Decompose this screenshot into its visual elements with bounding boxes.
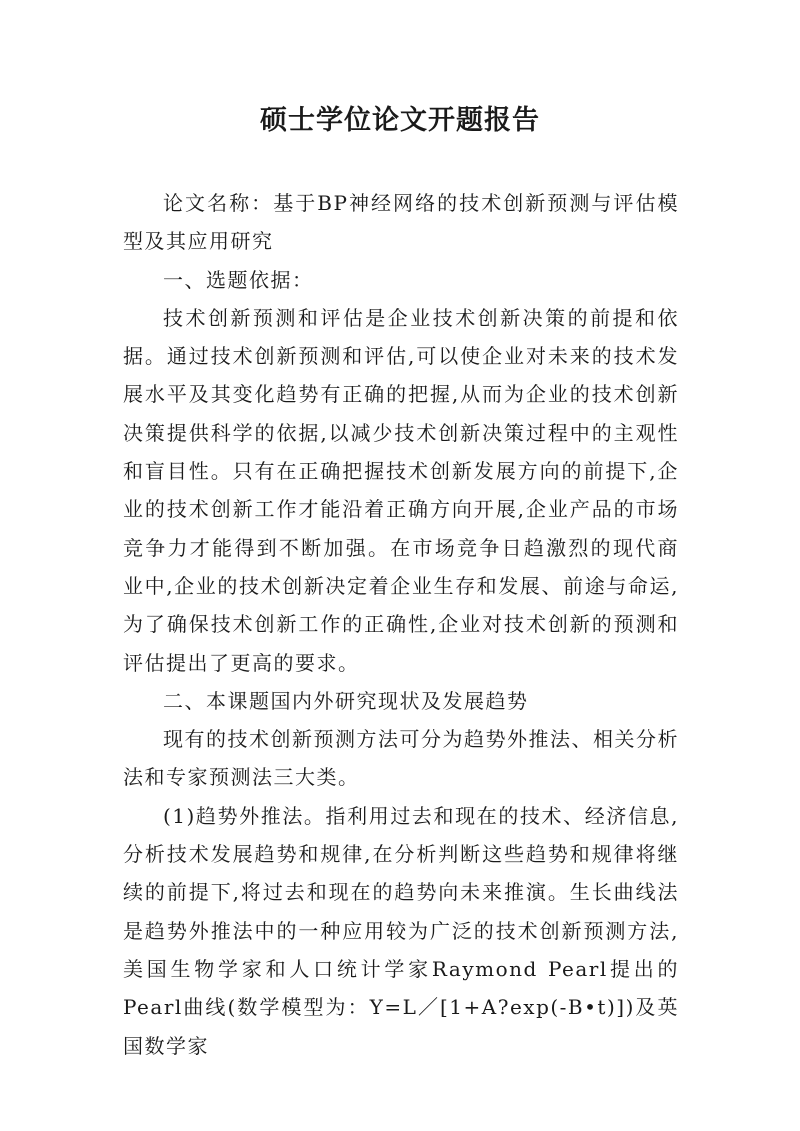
methods-overview-paragraph: 现有的技术创新预测方法可分为趋势外推法、相关分析法和专家预测法三大类。 [123, 727, 679, 790]
topic-basis-paragraph: 技术创新预测和评估是企业技术创新决策的前提和依据。通过技术创新预测和评估,可以使企业对未来的技术发展水平及其变化趋势有正确的把握,从而为企业的技术创新决策提供科学的依据,以减少技术创新决策过程中的主观性和盲目性。只有在正确把握技术创新发展方向的前提下,企业的技术创新工作才能沿着正确方向开展,企业产品的市场竞争力才能得到不断加强。在市场竞争日趋激烈的现代商业中,企业的技术创新决定着企业生存和发展、前途与命运,为了确保技术创新工作的正确性,企业对技术创新的预测和评估提出了更高的要求。 [123, 305, 679, 675]
section-heading-topic-basis: 一、选题依据： [163, 267, 314, 292]
document-body [123, 184, 679, 1065]
trend-extrapolation-paragraph: (1)趋势外推法。指利用过去和现在的技术、经济信息,分析技术发展趋势和规律,在分析判断这些趋势和规律将继续的前提下,将过去和现在的趋势向未来推演。生长曲线法是趋势外推法中的一种应用较为广泛的技术创新预测方法,美国生物学家和人口统计学家Raymond Pearl提出的Pearl曲线(数学模型为：Y=L／[1+A?exp(-B•t)])及英国数学家 [123, 803, 679, 1058]
document-title: 硕士学位论文开题报告 [260, 105, 540, 136]
thesis-name-paragraph: 论文名称：基于BP神经网络的技术创新预测与评估模型及其应用研究 [123, 191, 679, 254]
section-heading-research-status: 二、本课题国内外研究现状及发展趋势 [163, 688, 529, 713]
